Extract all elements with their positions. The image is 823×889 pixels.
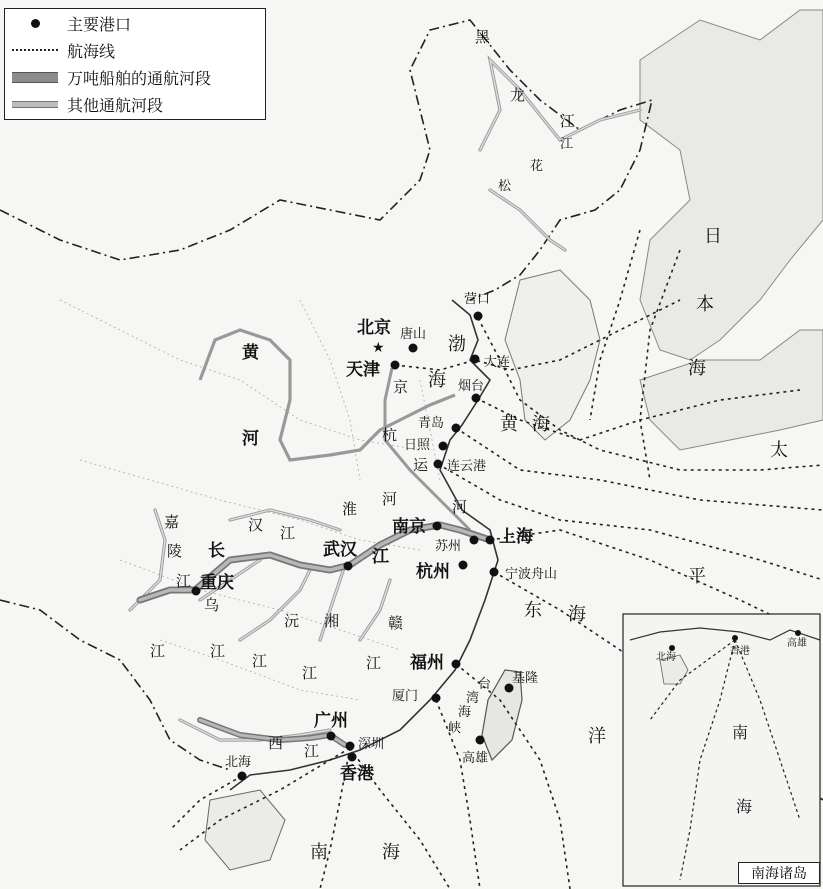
label-japan-2: 本 bbox=[696, 294, 714, 315]
label-gaoxiong: 高雄 bbox=[462, 751, 489, 766]
label-taiwan-strait-3: 海 bbox=[458, 705, 472, 720]
label-wuhan: 武汉 bbox=[323, 540, 357, 560]
port-wuhan bbox=[344, 562, 353, 571]
label-ganjiang-1: 赣 bbox=[388, 614, 404, 632]
port-rizhao bbox=[439, 442, 448, 451]
port-xiamen bbox=[432, 694, 441, 703]
port-dot-icon bbox=[11, 16, 59, 30]
port-ningbo bbox=[490, 568, 499, 577]
label-hanjiang-1: 汉 bbox=[248, 516, 264, 534]
label-lianyungang: 连云港 bbox=[447, 459, 487, 474]
label-bohai-1: 渤 bbox=[448, 334, 466, 355]
port-nanjing bbox=[433, 522, 442, 531]
label-wujiang-1: 乌 bbox=[204, 596, 220, 614]
label-taiwan-strait-2: 湾 bbox=[466, 691, 480, 706]
label-guangzhou: 广州 bbox=[314, 711, 348, 731]
port-yantai bbox=[472, 394, 481, 403]
port-shenzhen bbox=[346, 742, 355, 751]
label-nanjing: 南京 bbox=[392, 517, 426, 537]
label-fuzhou: 福州 bbox=[410, 653, 444, 673]
inset-label-gaoxiong: 高雄 bbox=[787, 638, 807, 649]
label-huanghe-lower: 河 bbox=[452, 498, 468, 516]
label-xijiang-1: 西 bbox=[268, 734, 284, 752]
port-fuzhou bbox=[452, 660, 461, 669]
label-xiangjiang-2: 江 bbox=[302, 664, 318, 682]
label-songhua-2: 花 bbox=[530, 159, 544, 174]
label-hongkong: 香港 bbox=[340, 764, 374, 784]
port-tianjin bbox=[391, 361, 400, 370]
label-xiamen: 厦门 bbox=[392, 689, 419, 704]
label-japan-3: 海 bbox=[688, 358, 706, 379]
label-songhua-3: 江 bbox=[560, 137, 574, 152]
label-changjiang-2: 江 bbox=[372, 547, 389, 567]
label-pacific-2: 平 bbox=[688, 566, 706, 587]
label-shenzhen: 深圳 bbox=[358, 737, 385, 752]
port-hongkong bbox=[348, 753, 357, 762]
inset-map bbox=[623, 614, 820, 886]
inset-label-hongkong: 香港 bbox=[730, 646, 750, 657]
port-hangzhou bbox=[459, 561, 468, 570]
port-shanghai bbox=[486, 536, 495, 545]
label-wujiang-2: 江 bbox=[210, 642, 226, 660]
label-songhua-1: 松 bbox=[498, 179, 512, 194]
legend-port-label: 主要港口 bbox=[67, 14, 132, 34]
label-ningbo: 宁波舟山 bbox=[505, 567, 558, 582]
port-yingkou bbox=[474, 312, 483, 321]
legend-other-river-label: 其他通航河段 bbox=[67, 95, 164, 115]
inset-title: 南海诸岛 bbox=[738, 862, 820, 884]
label-beijing: 北京 bbox=[357, 318, 391, 338]
label-hangzhou: 杭州 bbox=[416, 562, 450, 582]
label-beihai: 北海 bbox=[225, 755, 252, 770]
label-huanghai-1: 黄 bbox=[500, 414, 518, 435]
legend-sea-route bbox=[11, 38, 115, 62]
label-xiangjiang-1: 湘 bbox=[324, 612, 340, 630]
label-changjiang-1: 长 bbox=[208, 541, 225, 561]
port-gaoxiong bbox=[476, 736, 485, 745]
label-nanhai-1: 南 bbox=[310, 842, 328, 863]
label-rizhao: 日照 bbox=[404, 438, 431, 453]
label-heilong-2: 龙 bbox=[510, 86, 526, 104]
inset-label-beihai: 北海 bbox=[656, 652, 676, 663]
label-tianjin: 天津 bbox=[346, 360, 380, 380]
inset-label-nan: 南 bbox=[732, 723, 749, 742]
port-lianyungang bbox=[434, 460, 443, 469]
label-chongqing: 重庆 bbox=[200, 573, 234, 593]
legend-major-river bbox=[11, 65, 211, 89]
legend bbox=[4, 8, 266, 120]
label-japan-1: 日 bbox=[704, 226, 722, 247]
inset-frame bbox=[623, 614, 820, 886]
port-dalian bbox=[471, 355, 480, 364]
port-beihai bbox=[238, 772, 247, 781]
label-heilong-1: 黑 bbox=[475, 28, 491, 46]
label-huaihe-1: 淮 bbox=[342, 500, 358, 518]
inset-label-hai: 海 bbox=[736, 797, 753, 816]
label-xijiang-2: 江 bbox=[304, 742, 320, 760]
label-huanghai-2: 海 bbox=[532, 414, 550, 435]
label-taiwan-strait-1: 台 bbox=[478, 677, 492, 692]
inset-port-hongkong bbox=[732, 635, 738, 641]
label-jialing-3: 江 bbox=[176, 572, 192, 590]
label-taiwan-strait-4: 峡 bbox=[448, 721, 462, 736]
major-river-icon bbox=[11, 70, 59, 84]
label-pacific-1: 太 bbox=[770, 440, 788, 461]
label-huanghe-2: 河 bbox=[242, 429, 259, 449]
inset-port-beihai bbox=[669, 645, 675, 651]
label-donghai-1: 东 bbox=[524, 600, 542, 621]
label-jilong: 基隆 bbox=[512, 671, 539, 686]
label-canal-1: 京 bbox=[393, 378, 409, 396]
label-ganjiang-2: 江 bbox=[366, 654, 382, 672]
other-river-icon bbox=[11, 97, 59, 111]
label-suzhou: 苏州 bbox=[435, 539, 462, 554]
label-pacific-3: 洋 bbox=[588, 726, 606, 747]
label-yuanjiang-2: 江 bbox=[252, 652, 268, 670]
legend-other-river bbox=[11, 92, 163, 116]
label-yantai: 烟台 bbox=[458, 379, 485, 394]
label-qingdao: 青岛 bbox=[418, 416, 445, 431]
label-donghai-2: 海 bbox=[568, 604, 586, 625]
port-tangshan bbox=[409, 344, 418, 353]
label-yuanjiang-1: 沅 bbox=[284, 612, 300, 630]
label-huaihe-2: 河 bbox=[382, 490, 398, 508]
label-heilong-3: 江 bbox=[560, 112, 576, 130]
capital-star-icon: ★ bbox=[372, 340, 385, 356]
label-hanjiang-2: 江 bbox=[280, 524, 296, 542]
label-dalian: 大连 bbox=[484, 355, 511, 370]
inset-port-gaoxiong bbox=[795, 630, 801, 636]
label-huanghe-1: 黄 bbox=[242, 343, 259, 363]
dotted-line-icon bbox=[11, 43, 59, 57]
label-canal-3: 运 bbox=[413, 456, 429, 474]
label-nanhai-2: 海 bbox=[382, 842, 400, 863]
legend-major-river-label: 万吨船舶的通航河段 bbox=[67, 68, 212, 88]
label-shanghai: 上海 bbox=[499, 527, 533, 547]
label-jialing-1: 嘉 bbox=[164, 513, 180, 531]
label-bohai-2: 海 bbox=[428, 370, 446, 391]
label-yingkou: 营口 bbox=[464, 292, 491, 307]
legend-port bbox=[11, 11, 131, 35]
legend-sea-route-label: 航海线 bbox=[67, 41, 116, 61]
label-jialing-2: 陵 bbox=[167, 542, 183, 560]
label-extra-jiang: 江 bbox=[150, 642, 166, 660]
port-guangzhou bbox=[327, 732, 336, 741]
label-canal-2: 杭 bbox=[382, 426, 398, 444]
port-suzhou bbox=[470, 536, 479, 545]
port-qingdao bbox=[452, 424, 461, 433]
label-tangshan: 唐山 bbox=[400, 327, 427, 342]
